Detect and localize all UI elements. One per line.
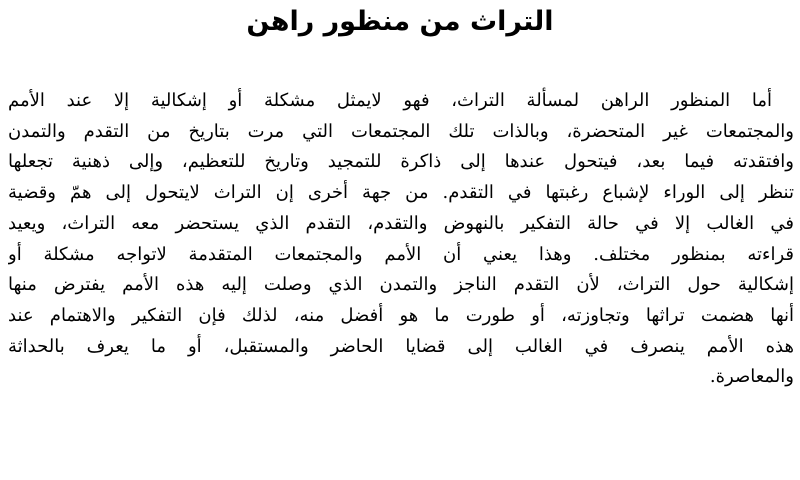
paragraph-line: قراءته بمنظور مختلف. وهذا يعني أن الأمم والمجتمعات المتقدمة لاتواجه مشكلة أو	[8, 243, 794, 265]
paragraph-line: أنها هضمت تراثها وتجاوزته، أو طورت ما هو أفضل منه، لذلك فإن التفكير والاهتمام عند	[8, 304, 794, 326]
paragraph-line: وافتقدته فيما بعد، فيتحول عندها إلى ذاكرة للتمجيد وتاريخ للتعظيم، وإلى ذهنية تجعلها	[8, 151, 794, 173]
paragraph-line: هذه الأمم ينصرف في الغالب إلى قضايا الحاضر والمستقبل، أو ما يعرف بالحداثة	[8, 335, 794, 357]
paragraph-line: أما المنظور الراهن لمسألة التراث، فهو لايمثل مشكلة أو إشكالية إلا عند الأمم	[8, 90, 772, 111]
paragraph-line: إشكالية حول التراث، لأن التقدم الناجز والتمدن الذي وصلت إليه هذه الأمم يفترض منها	[8, 274, 794, 296]
body-paragraph	[8, 86, 794, 393]
paragraph-line: تنظر إلى الوراء لإشباع رغبتها في التقدم. من جهة أخرى إن التراث لايتحول إلى همّ وقضية	[8, 182, 794, 204]
paragraph-line: في الغالب إلا في حالة التفكير بالنهوض والتقدم، التقدم الذي يستحضر معه التراث، ويعيد	[8, 212, 794, 234]
page-title: التراث من منظور راهن	[246, 6, 554, 37]
paragraph-line: والمعاصرة.	[709, 366, 794, 388]
paragraph-line: والمجتمعات غير المتحضرة، وبالذات تلك المجتمعات التي مرت بتاريخ من التقدم والتمدن	[8, 120, 794, 142]
